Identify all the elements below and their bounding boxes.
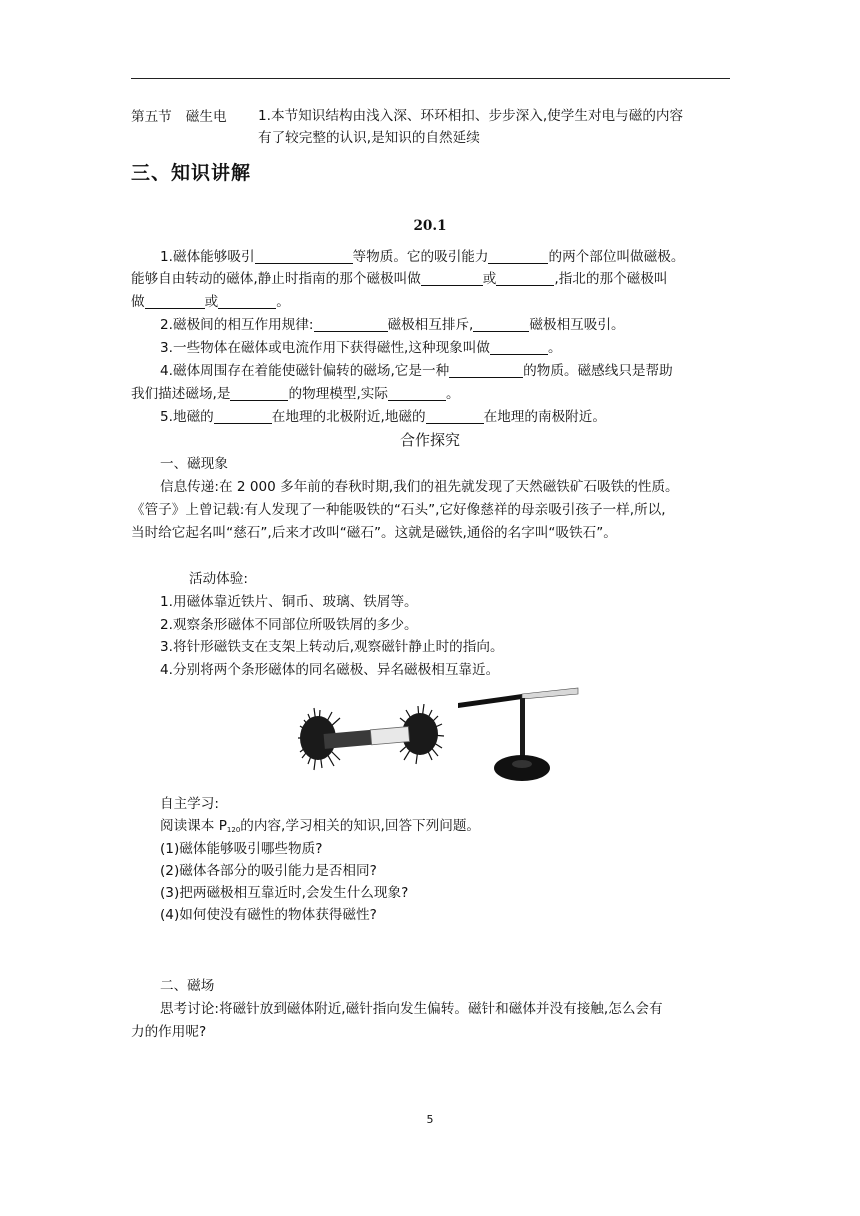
question-2: (2)磁体各部分的吸引能力是否相同? [160, 863, 377, 879]
bar-magnet-filings-image [296, 704, 446, 774]
magnet-light-half [370, 727, 409, 745]
q4-line1: 4.磁体周围存在着能使磁针偏转的磁场,它是一种 的物质。磁感线只是帮助 [160, 363, 673, 379]
activity-3: 3.将针形磁铁支在支架上转动后,观察磁针静止时的指向。 [160, 639, 504, 655]
lesson-number: 20.1 [413, 218, 447, 234]
section-number: 第五节 [131, 109, 172, 125]
section-title: 磁生电 [185, 109, 227, 125]
page-number: 5 [426, 1113, 434, 1126]
q1-line1: 1.磁体能够吸引 等物质。它的吸引能力 的两个部位叫做磁极。 [160, 249, 685, 265]
blank[interactable] [230, 385, 288, 401]
blank[interactable] [214, 408, 272, 424]
blank[interactable] [218, 293, 276, 309]
question-3: (3)把两磁极相互靠近时,会发生什么现象? [160, 885, 409, 901]
header-section [131, 105, 241, 125]
q1-line2: 能够自由转动的磁体,静止时指南的那个磁极叫做 或 ,指北的那个磁极叫 [131, 271, 668, 287]
blank[interactable] [314, 316, 388, 332]
needle-on-stand-image [456, 686, 580, 784]
header-rule [131, 78, 730, 79]
blank[interactable] [255, 248, 353, 264]
question-4: (4)如何使没有磁性的物体获得磁性? [160, 907, 377, 923]
self-study-title: 自主学习: [160, 796, 219, 812]
q4-line2: 我们描述磁场,是 的物理模型,实际 。 [131, 386, 460, 402]
activity-4: 4.分别将两个条形磁体的同名磁极、异名磁极相互靠近。 [160, 662, 500, 678]
stand-pillar [520, 698, 525, 760]
blank[interactable] [490, 339, 548, 355]
q2-line: 2.磁极间的相互作用规律: 磁极相互排斥, 磁极相互吸引。 [160, 317, 625, 333]
activity-2: 2.观察条形磁体不同部位所吸铁屑的多少。 [160, 617, 418, 633]
needle-dark-half [458, 694, 522, 708]
part2-heading: 二、磁场 [160, 978, 215, 994]
header-note [258, 105, 730, 149]
part1-heading: 一、磁现象 [160, 456, 228, 472]
blank[interactable] [426, 408, 484, 424]
q3-line: 3.一些物体在磁体或电流作用下获得磁性,这种现象叫做 。 [160, 340, 562, 356]
question-1: (1)磁体能够吸引哪些物质? [160, 841, 323, 857]
needle-light-half [522, 688, 578, 699]
blank[interactable] [473, 316, 529, 332]
info-line1: 信息传递:在 2 000 多年前的春秋时期,我们的祖先就发现了天然磁铁矿石吸铁的性质。 [160, 479, 679, 495]
discuss-line1: 思考讨论:将磁针放到磁体附近,磁针指向发生偏转。磁针和磁体并没有接触,怎么会有 [160, 1001, 663, 1017]
explore-title: 合作探究 [399, 431, 460, 449]
q1-line3: 做 或 。 [131, 294, 290, 310]
header-note-line2: 有了较完整的认识,是知识的自然延续 [258, 130, 480, 146]
self-study-intro: 阅读课本 $P_{120}$的内容,学习相关的知识,回答下列问题。 [160, 818, 481, 834]
blank[interactable] [496, 270, 554, 286]
blank[interactable] [449, 362, 523, 378]
discuss-line2: 力的作用呢? [131, 1024, 207, 1040]
blank[interactable] [488, 248, 548, 264]
page-heading: 三、知识讲解 [131, 162, 252, 184]
activity-title: 活动体验: [189, 571, 248, 587]
info-line3: 当时给它起名叫“慈石”,后来才改叫“磁石”。这就是磁铁,通俗的名字叫“吸铁石”。 [131, 525, 617, 541]
blank[interactable] [388, 385, 446, 401]
activity-1: 1.用磁体靠近铁片、铜币、玻璃、铁屑等。 [160, 594, 418, 610]
q5-line: 5.地磁的 在地理的北极附近,地磁的 在地理的南极附近。 [160, 409, 606, 425]
blank[interactable] [421, 270, 483, 286]
blank[interactable] [145, 293, 205, 309]
header-note-line1: 1.本节知识结构由浅入深、环环相扣、步步深入,使学生对电与磁的内容 [258, 108, 684, 124]
info-line2: 《管子》上曾记载:有人发现了一种能吸铁的“石头”,它好像慈祥的母亲吸引孩子一样,所以, [131, 502, 666, 518]
